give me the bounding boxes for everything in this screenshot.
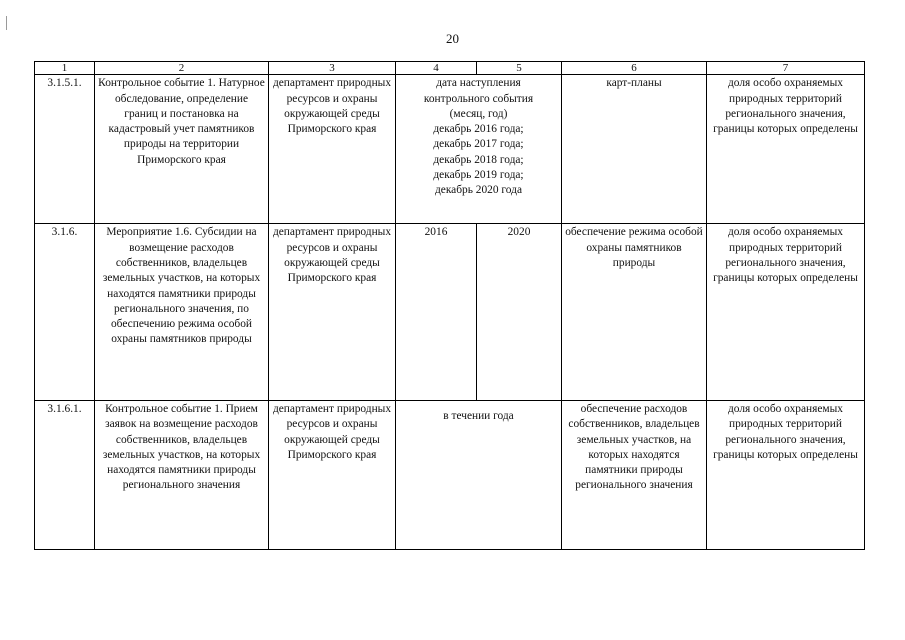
date-line: дата наступления xyxy=(436,77,521,90)
event-name: Мероприятие 1.6. Субсидии на возмещение расходов собственников, владельцев земельных участков, на которых находятся памятники природы регионального значения, по обеспечению режима особой охраны памятников природы xyxy=(95,224,269,401)
row-number: 3.1.5.1. xyxy=(35,75,95,224)
date-line: декабрь 2019 года; xyxy=(433,169,524,182)
header-cell-5: 5 xyxy=(477,62,562,75)
responsible-department: департамент природных ресурсов и охраны окружающей среды Приморского края xyxy=(269,400,396,549)
row-number: 3.1.6.1. xyxy=(35,400,95,549)
date-line: контрольного события xyxy=(423,92,534,105)
date-line: декабрь 2018 года; xyxy=(433,153,524,166)
table-row xyxy=(35,400,865,549)
scan-edge-mark xyxy=(6,16,7,30)
header-cell-3: 3 xyxy=(269,62,396,75)
end-year: 2020 xyxy=(477,224,562,401)
start-year: 2016 xyxy=(396,224,477,401)
expected-result: обеспечение режима особой охраны памятников природы xyxy=(562,224,707,401)
header-cell-6: 6 xyxy=(562,62,707,75)
page-number: 20 xyxy=(446,31,459,46)
table-row xyxy=(35,75,865,224)
date-line: декабрь 2016 года; xyxy=(433,123,524,136)
execution-term xyxy=(396,400,562,549)
header-cell-4: 4 xyxy=(396,62,477,75)
header-cell-2: 2 xyxy=(95,62,269,75)
header-cell-1: 1 xyxy=(35,62,95,75)
events-table xyxy=(34,61,865,550)
expected-result: карт-планы xyxy=(562,75,707,224)
date-line: декабрь 2020 года xyxy=(434,184,523,197)
row-number: 3.1.6. xyxy=(35,224,95,401)
control-event-dates xyxy=(396,75,562,224)
indicator: доля особо охраняемых природных территорий регионального значения, границы которых определены xyxy=(707,75,865,224)
date-line: декабрь 2017 года; xyxy=(433,138,524,151)
expected-result: обеспечение расходов собственников, владельцев земельных участков, на которых находятся памятники природы регионального значения xyxy=(562,400,707,549)
responsible-department: департамент природных ресурсов и охраны окружающей среды Приморского края xyxy=(269,224,396,401)
execution-term-text: в течении года xyxy=(443,409,514,422)
table-row xyxy=(35,224,865,401)
header-cell-7: 7 xyxy=(707,62,865,75)
event-name: Контрольное событие 1. Натурное обследование, определение границ и постановка на кадастровый учет памятников природы на территории Приморского края xyxy=(95,75,269,224)
indicator: доля особо охраняемых природных территорий регионального значения, границы которых определены xyxy=(707,400,865,549)
header-row xyxy=(35,62,865,75)
indicator: доля особо охраняемых природных территорий регионального значения, границы которых определены xyxy=(707,224,865,401)
date-line: (месяц, год) xyxy=(449,107,508,120)
responsible-department: департамент природных ресурсов и охраны окружающей среды Приморского края xyxy=(269,75,396,224)
event-name: Контрольное событие 1. Прием заявок на возмещение расходов собственников, владельцев земельных участков, на которых находятся памятники природы регионального значения xyxy=(95,400,269,549)
